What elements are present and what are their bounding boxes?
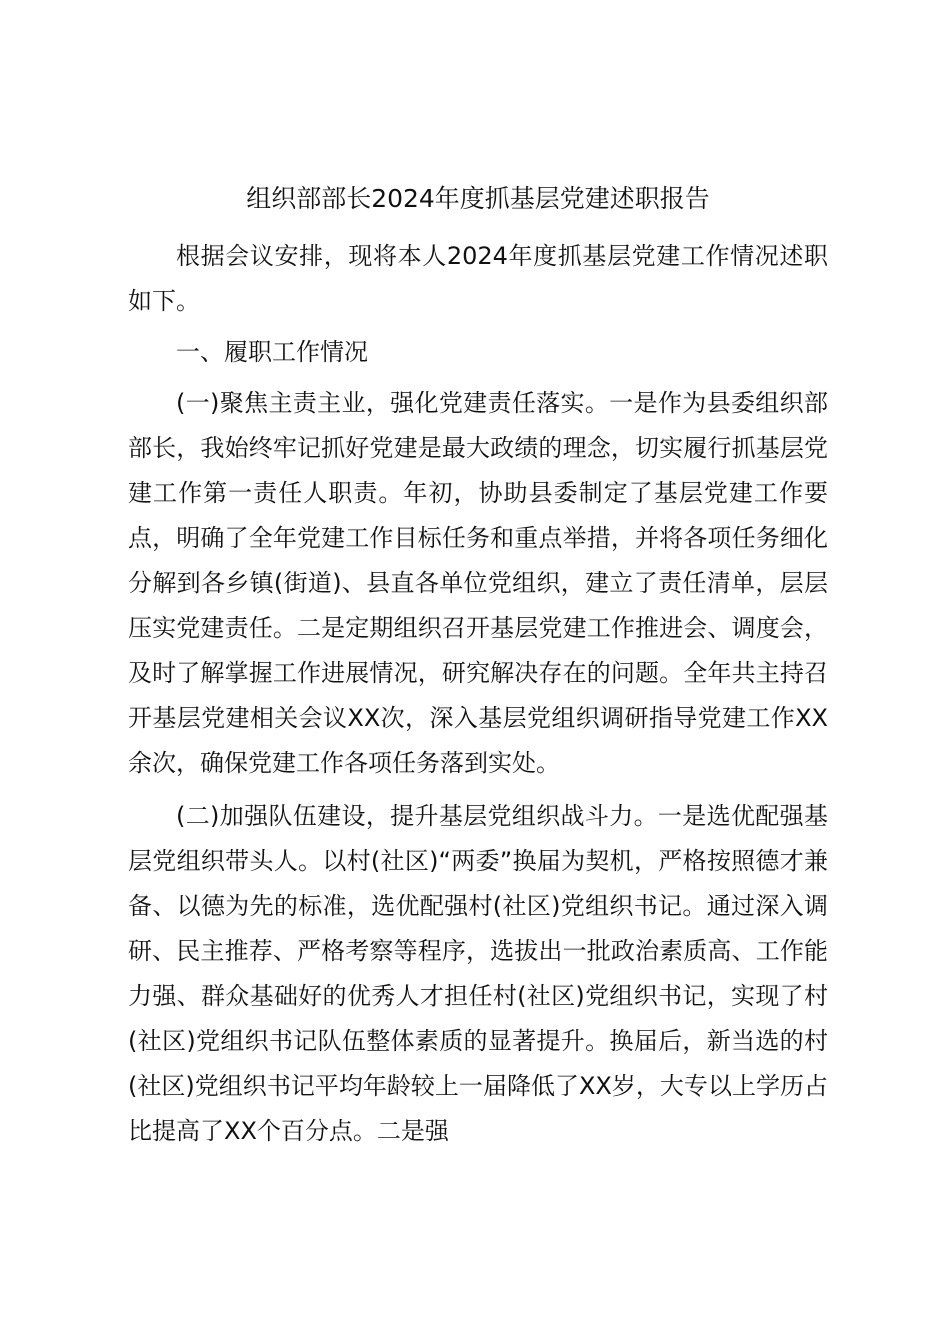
paragraph-responsibility: (一)聚焦主责主业，强化党建责任落实。一是作为县委组织部部长，我始终牢记抓好党建是最大政绩的理念，切实履行抓基层党建工作第一责任人职责。年初，协助县委制定了基层党建工作要点，明确了全年党建工作目标任务和重点举措，并将各项任务细化分解到各乡镇(街道)、县直各单位党组织，建立了责任清单，层层压实党建责任。二是定期组织召开基层党建工作推进会、调度会，及时了解掌握工作进展情况，研究解决存在的问题。全年共主持召开基层党建相关会议XX次，深入基层党组织调研指导党建工作XX余次，确保党建工作各项任务落到实处。 (128, 389, 828, 777)
document-page (128, 172, 828, 1154)
paragraph-team-building: (二)加强队伍建设，提升基层党组织战斗力。一是选优配强基层党组织带头人。以村(社区)“两委”换届为契机，严格按照德才兼备、以德为先的标准，选优配强村(社区)党组织书记。通过深入调研、民主推荐、严格考察等程序，选拔出一批政治素质高、工作能力强、群众基础好的优秀人才担任村(社区)党组织书记，实现了村(社区)党组织书记队伍整体素质的显著提升。换届后，新当选的村(社区)党组织书记平均年龄较上一届降低了XX岁，大专以上学历占比提高了XX个百分点。二是强 (128, 802, 828, 1145)
intro-paragraph: 根据会议安排，现将本人2024年度抓基层党建工作情况述职如下。 (128, 242, 828, 315)
document-title: 组织部部长2024年度抓基层党建述职报告 (246, 184, 710, 213)
section-heading: 一、履职工作情况 (176, 338, 368, 366)
